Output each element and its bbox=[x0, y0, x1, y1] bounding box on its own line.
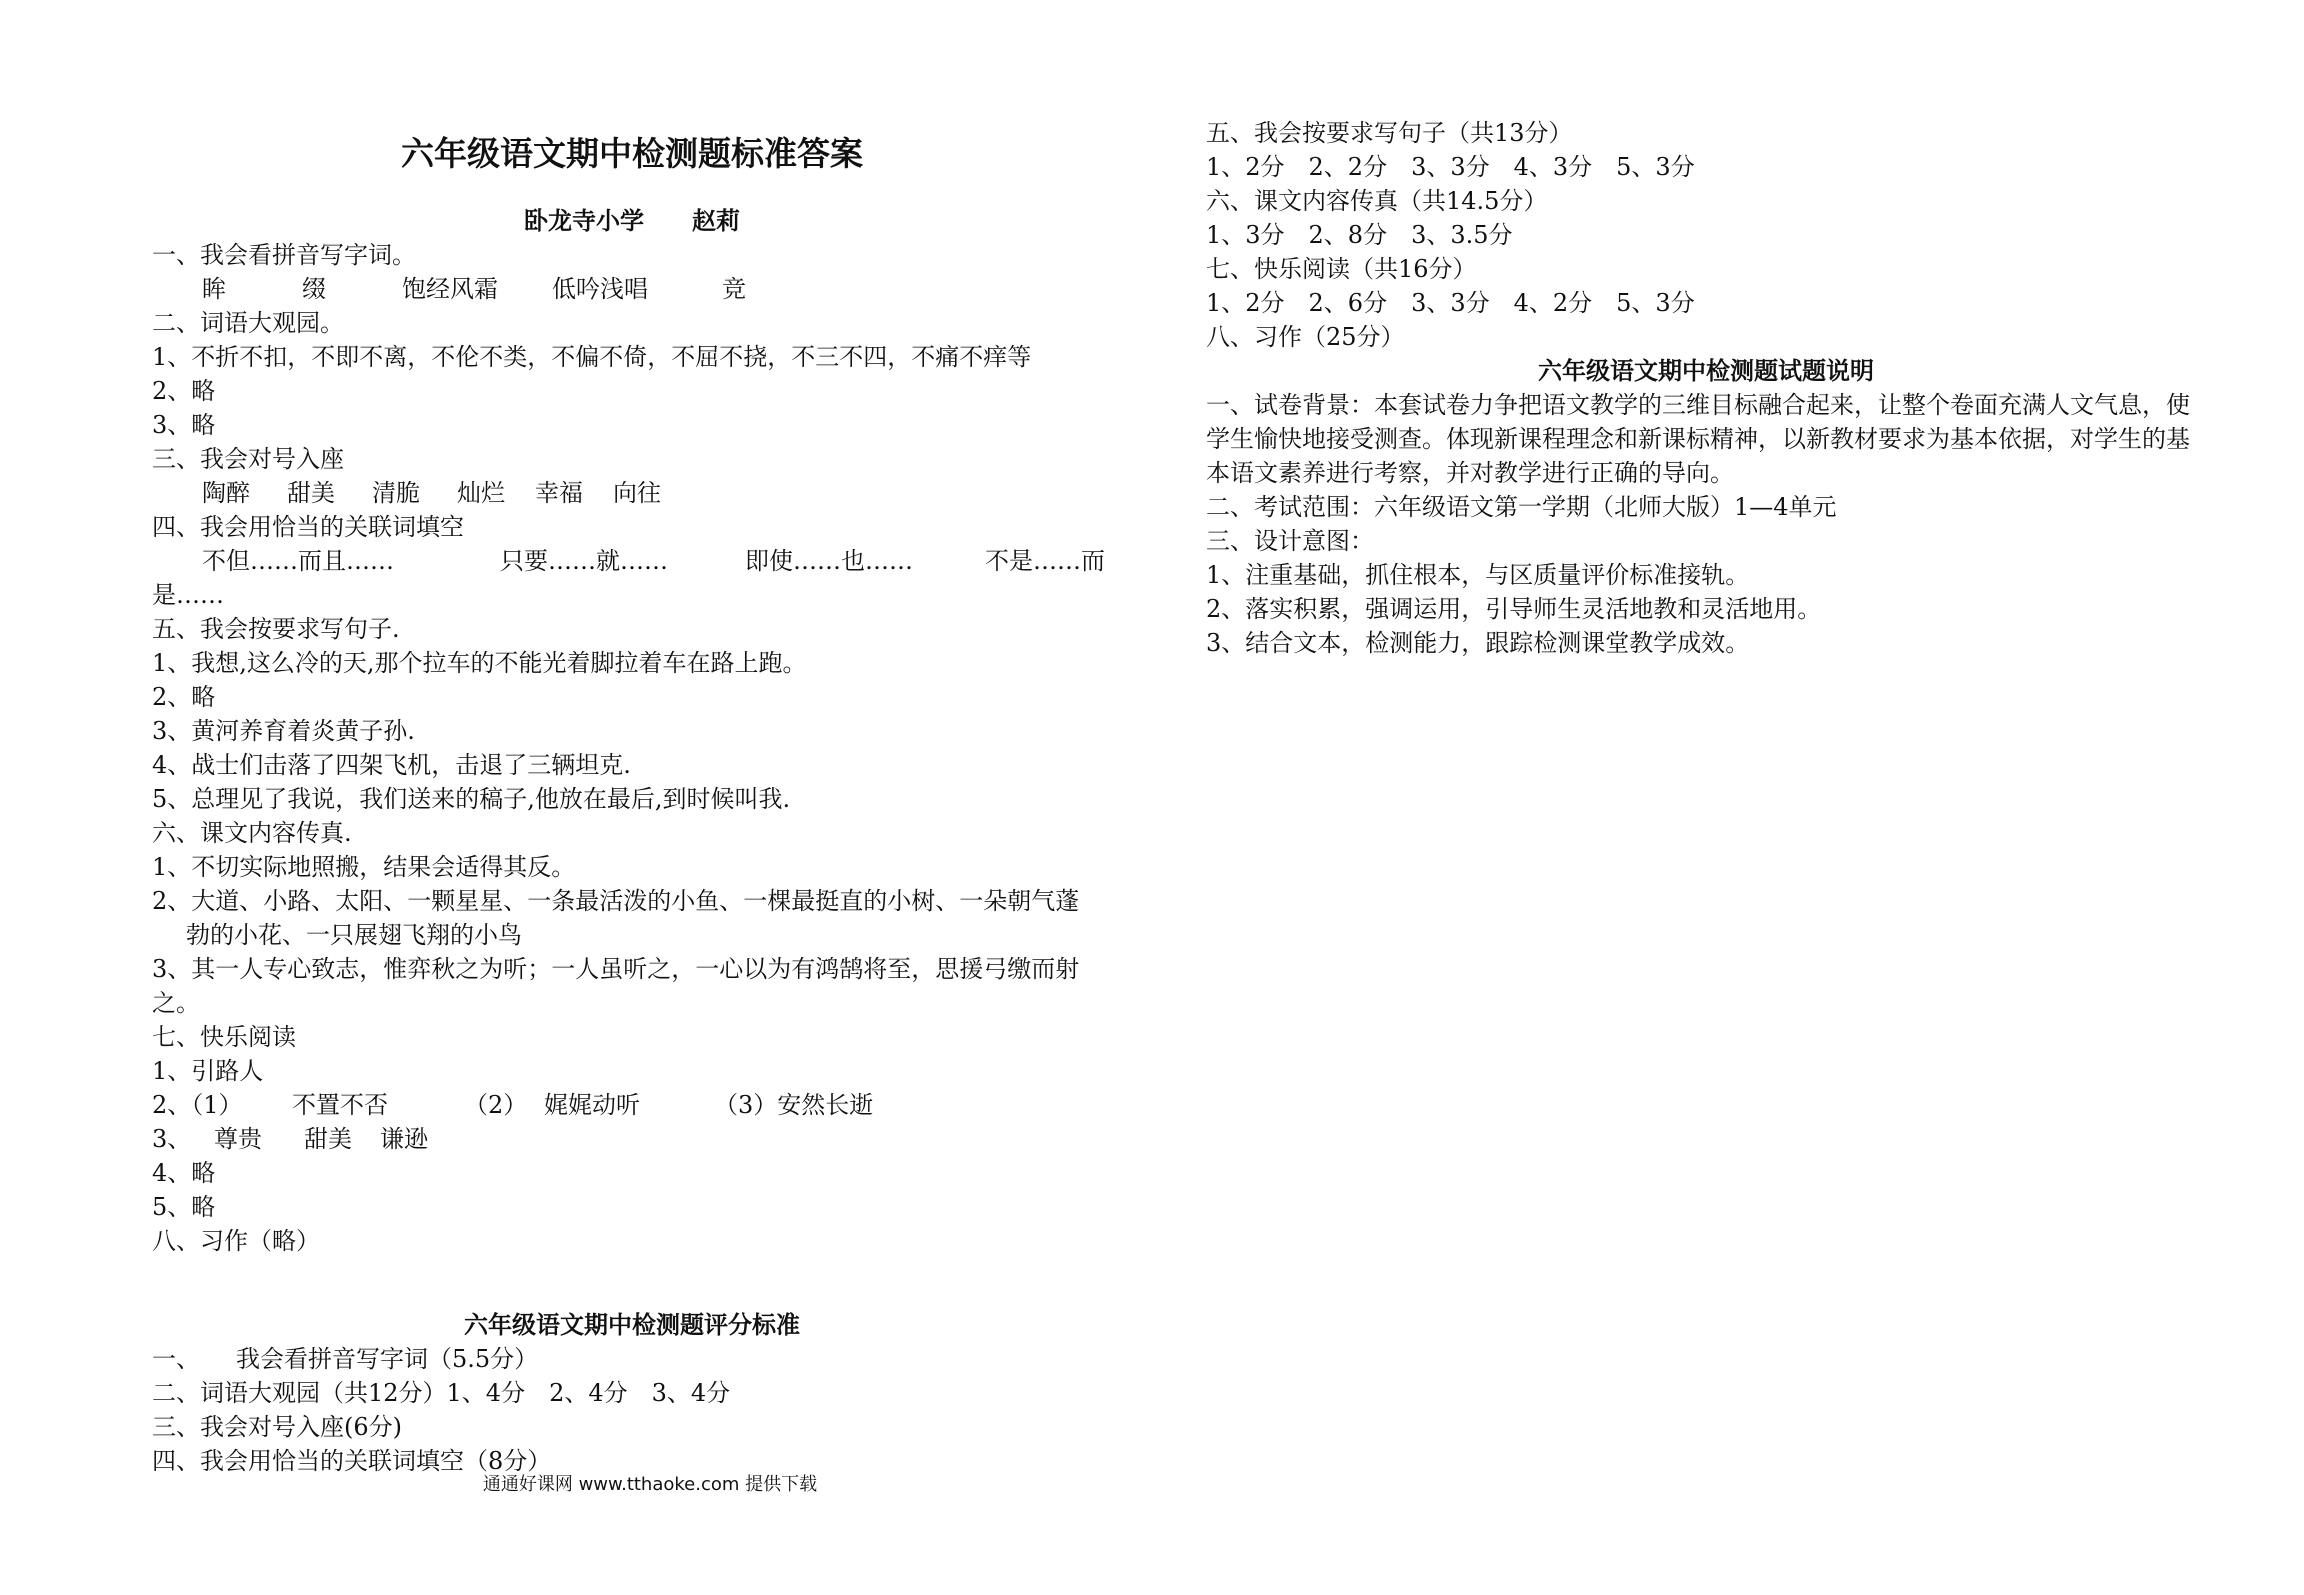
list-item bbox=[152, 1122, 1112, 1156]
list-item: 3、其一人专心致志，惟弈秋之为听；一人虽听之，一心以为有鸿鹄将至，思援弓缴而射 bbox=[152, 955, 1080, 983]
list-item: 3、结合文本，检测能力，跟踪检测课堂教学成效。 bbox=[1206, 629, 1750, 657]
list-item: 1、注重基础，抓住根本，与区质量评价标准接轨。 bbox=[1206, 561, 1750, 589]
list-item: 1、我想,这么冷的天,那个拉车的不能光着脚拉着车在路上跑。 bbox=[152, 649, 807, 677]
list-item: 4、战士们击落了四架飞机，击退了三辆坦克. bbox=[152, 751, 631, 779]
scoring-line: 二、词语大观园（共12分）1、4分 2、4分 3、4分 bbox=[152, 1379, 731, 1407]
scoring-line: 七、快乐阅读（共16分） bbox=[1206, 255, 1477, 283]
word: 缀 bbox=[302, 275, 326, 303]
list-item: 5、总理见了我说，我们送来的稿子,他放在最后,到时候叫我. bbox=[152, 785, 791, 813]
scoring-line: 1、3分 2、8分 3、3.5分 bbox=[1206, 221, 1513, 249]
word: 竞 bbox=[722, 275, 746, 303]
author-line: 卧龙寺小学 赵莉 bbox=[524, 207, 740, 235]
text: 不置不否 bbox=[292, 1091, 388, 1119]
word: 即使……也…… bbox=[745, 547, 913, 575]
word: 眸 bbox=[202, 275, 226, 303]
footer-credit: 通通好课网 www.tthaoke.com 提供下载 bbox=[482, 1474, 818, 1495]
explain-intent-heading: 三、设计意图： bbox=[1206, 527, 1374, 555]
explain-background: 一、试卷背景：本套试卷力争把语文教学的三维目标融合起来，让整个卷面充满人文气息，使学生愉快地接受测查。体现新课程理念和新课标精神，以新教材要求为基本依据，对学生的基本语文素养进行考察，并对教学进行正确的导向。 bbox=[1206, 391, 2190, 487]
list-item: 2、略 bbox=[152, 377, 216, 405]
explain-title: 六年级语文期中检测题试题说明 bbox=[1538, 357, 1874, 385]
list-item: 1、不切实际地照搬，结果会适得其反。 bbox=[152, 853, 576, 881]
word: 不但……而且…… bbox=[202, 547, 394, 575]
explain-scope: 二、考试范围：六年级语文第一学期（北师大版）1—4单元 bbox=[1206, 493, 1837, 521]
word: 只要……就…… bbox=[500, 547, 668, 575]
scoring-line: 八、习作（25分） bbox=[1206, 323, 1405, 351]
right-column bbox=[1206, 116, 2206, 660]
page-title: 六年级语文期中检测题标准答案 bbox=[401, 134, 863, 173]
word: 甜美 bbox=[287, 479, 335, 507]
text: 甜美 bbox=[304, 1125, 352, 1153]
scoring-line: 1、2分 2、2分 3、3分 4、3分 5、3分 bbox=[1206, 153, 1695, 181]
list-item: 3、黄河养育着炎黄子孙. bbox=[152, 717, 415, 745]
list-item: 1、不折不扣，不即不离，不伦不类，不偏不倚，不屈不挠，不三不四，不痛不痒等 bbox=[152, 343, 1032, 371]
left-column bbox=[152, 128, 1112, 1478]
word: 向往 bbox=[613, 479, 661, 507]
scoring-line: 一、 我会看拼音写字词（5.5分） bbox=[152, 1345, 539, 1373]
list-item: 2、大道、小路、太阳、一颗星星、一条最活泼的小鱼、一棵最挺直的小树、一朵朝气蓬 bbox=[152, 887, 1080, 915]
word: 不是……而 bbox=[985, 547, 1105, 575]
list-item-continuation: 勃的小花、一只展翅飞翔的小鸟 bbox=[186, 921, 522, 949]
list-item: 5、略 bbox=[152, 1193, 216, 1221]
list-item: 3、略 bbox=[152, 411, 216, 439]
text: （3）安然长逝 bbox=[714, 1091, 874, 1119]
word: 幸福 bbox=[535, 479, 583, 507]
scoring-line: 1、2分 2、6分 3、3分 4、2分 5、3分 bbox=[1206, 289, 1695, 317]
scoring-line: 三、我会对号入座(6分) bbox=[152, 1413, 402, 1441]
list-item-continuation: 之。 bbox=[152, 989, 200, 1017]
section-1-heading: 一、我会看拼音写字词。 bbox=[152, 241, 416, 269]
list-item: 1、引路人 bbox=[152, 1057, 264, 1085]
text: 谦逊 bbox=[380, 1125, 428, 1153]
section-6-heading: 六、课文内容传真. bbox=[152, 819, 352, 847]
word: 灿烂 bbox=[457, 479, 505, 507]
word: 清脆 bbox=[372, 479, 420, 507]
section-4-continuation: 是…… bbox=[152, 581, 224, 609]
scoring-line: 六、课文内容传真（共14.5分） bbox=[1206, 187, 1548, 215]
list-item: 4、略 bbox=[152, 1159, 216, 1187]
word: 陶醉 bbox=[202, 479, 250, 507]
section-8-heading: 八、习作（略） bbox=[152, 1227, 320, 1255]
text: 娓娓动听 bbox=[544, 1091, 640, 1119]
text: 尊贵 bbox=[214, 1125, 262, 1153]
text: 2、（1） bbox=[152, 1091, 243, 1119]
section-3-words bbox=[152, 476, 1112, 510]
section-7-heading: 七、快乐阅读 bbox=[152, 1023, 296, 1051]
scoring-title: 六年级语文期中检测题评分标准 bbox=[464, 1311, 800, 1339]
list-item: 2、略 bbox=[152, 683, 216, 711]
list-item bbox=[152, 1088, 1112, 1122]
word: 饱经风霜 bbox=[402, 275, 498, 303]
text: 3、 bbox=[152, 1125, 192, 1153]
section-1-words bbox=[152, 272, 1112, 306]
text: （2） bbox=[464, 1091, 528, 1119]
section-3-heading: 三、我会对号入座 bbox=[152, 445, 344, 473]
list-item: 2、落实积累，强调运用，引导师生灵活地教和灵活地用。 bbox=[1206, 595, 1822, 623]
section-4-heading: 四、我会用恰当的关联词填空 bbox=[152, 513, 464, 541]
word: 低吟浅唱 bbox=[552, 275, 648, 303]
scoring-line: 五、我会按要求写句子（共13分） bbox=[1206, 119, 1573, 147]
section-2-heading: 二、词语大观园。 bbox=[152, 309, 344, 337]
section-4-words bbox=[152, 544, 1112, 578]
section-5-heading: 五、我会按要求写句子. bbox=[152, 615, 400, 643]
scoring-line: 四、我会用恰当的关联词填空（8分） bbox=[152, 1447, 552, 1475]
